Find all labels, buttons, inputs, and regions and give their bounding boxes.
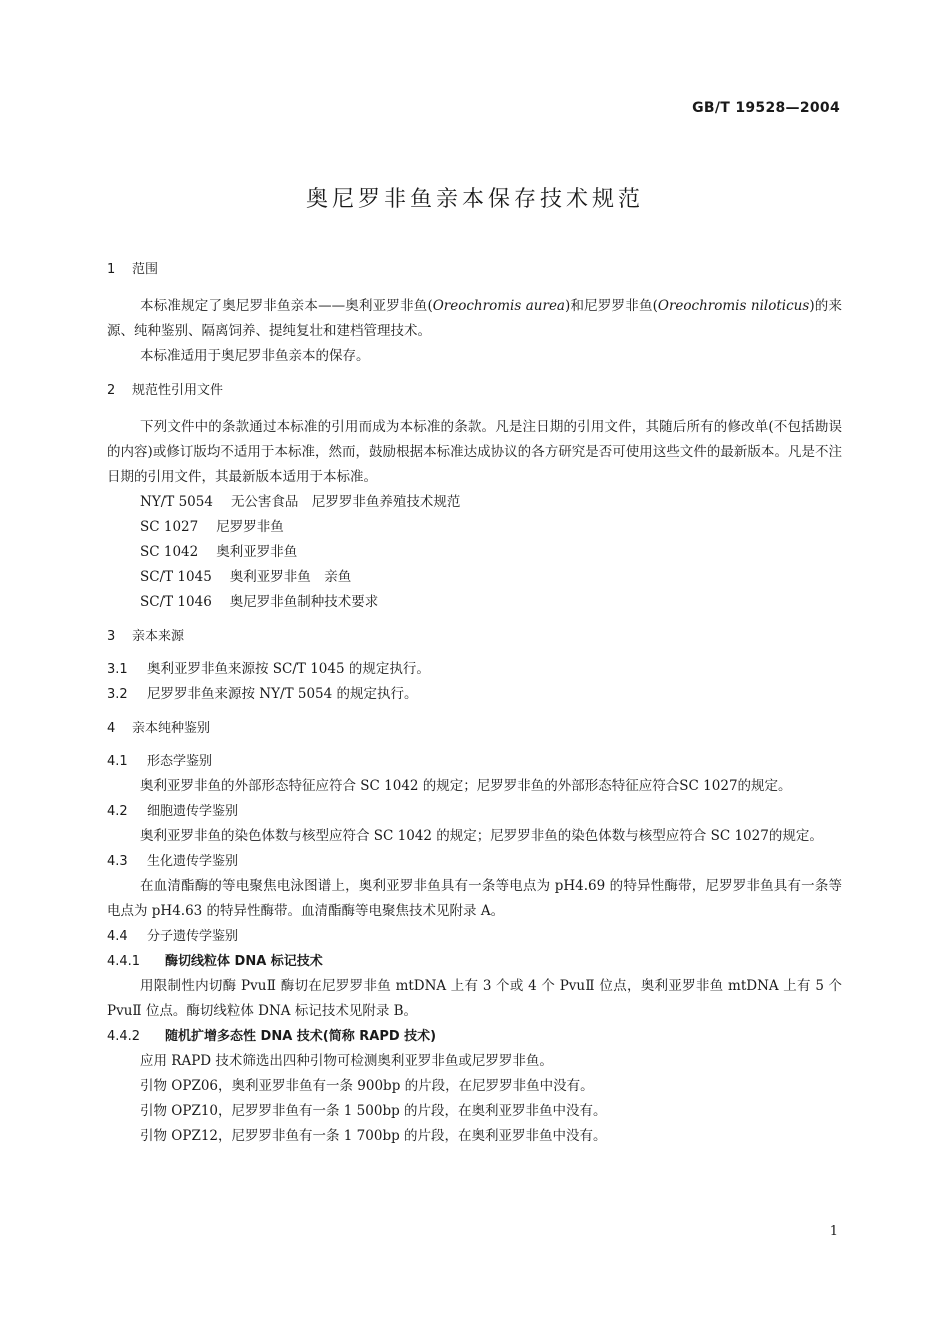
rapd-line: 引物 OPZ12，尼罗罗非鱼有一条 1 700bp 的片段，在奥利亚罗非鱼中没有。 xyxy=(140,1128,607,1144)
section-heading-4: 4 亲本纯种鉴别 xyxy=(107,721,211,736)
rapd-line: 应用 RAPD 技术筛选出四种引物可检测奥利亚罗非鱼或尼罗罗非鱼。 xyxy=(140,1053,553,1069)
rapd-line: 引物 OPZ10，尼罗罗非鱼有一条 1 500bp 的片段，在奥利亚罗非鱼中没有。 xyxy=(140,1103,607,1119)
subsection-heading-4-4: 4.4 分子遗传学鉴别 xyxy=(107,929,239,944)
reference-item: SC/T 1046 奥尼罗非鱼制种技术要求 xyxy=(140,594,379,610)
subsection-4-2-paragraph: 奥利亚罗非鱼的染色体数与核型应符合 SC 1042 的规定；尼罗罗非鱼的染色体数与核型应符合 SC 1027的规定。 xyxy=(140,828,823,844)
reference-item: SC 1042 奥利亚罗非鱼 xyxy=(140,544,298,560)
section-1-paragraph-2: 本标准适用于奥尼罗非鱼亲本的保存。 xyxy=(140,348,370,364)
clause-3-2: 3.2 尼罗罗非鱼来源按 NY/T 5054 的规定执行。 xyxy=(107,686,418,702)
page-number: 1 xyxy=(829,1224,838,1239)
section-heading-1: 1 范围 xyxy=(107,262,159,277)
reference-item: SC 1027 尼罗罗非鱼 xyxy=(140,519,284,535)
subsection-heading-4-4-1: 4.4.1 酶切线粒体 DNA 标记技术 xyxy=(107,954,323,969)
rapd-line: 引物 OPZ06，奥利亚罗非鱼有一条 900bp 的片段，在尼罗罗非鱼中没有。 xyxy=(140,1078,594,1094)
subsection-4-3-paragraph: 在血清酯酶的等电聚焦电泳图谱上，奥利亚罗非鱼具有一条等电点为 pH4.69 的特异性酶带，尼罗罗非鱼具有一条等电点为 pH4.63 的特异性酶带。血清酯酶等电聚焦技术见附录 A。 xyxy=(107,878,842,919)
subsection-heading-4-2: 4.2 细胞遗传学鉴别 xyxy=(107,804,239,819)
subsection-4-1-paragraph: 奥利亚罗非鱼的外部形态特征应符合 SC 1042 的规定；尼罗罗非鱼的外部形态特征应符合SC 1027的规定。 xyxy=(140,778,792,794)
clause-3-1: 3.1 奥利亚罗非鱼来源按 SC/T 1045 的规定执行。 xyxy=(107,661,430,677)
section-2-paragraph: 下列文件中的条款通过本标准的引用而成为本标准的条款。凡是注日期的引用文件，其随后所有的修改单(不包括勘误的内容)或修订版均不适用于本标准，然而，鼓励根据本标准达成协议的各方研究是否可使用这些文件的最新版本。凡是不注日期的引用文件，其最新版本适用于本标准。 xyxy=(107,419,842,485)
subsection-heading-4-4-2: 4.4.2 随机扩增多态性 DNA 技术(简称 RAPD 技术) xyxy=(107,1029,437,1044)
subsection-heading-4-3: 4.3 生化遗传学鉴别 xyxy=(107,854,239,869)
document-title: 奥尼罗非鱼亲本保存技术规范 xyxy=(305,187,644,212)
reference-item: NY/T 5054 无公害食品 尼罗罗非鱼养殖技术规范 xyxy=(140,494,461,510)
standard-number: GB/T 19528—2004 xyxy=(692,100,840,116)
document-body xyxy=(107,260,842,1149)
section-heading-3: 3 亲本来源 xyxy=(107,629,185,644)
reference-item: SC/T 1045 奥利亚罗非鱼 亲鱼 xyxy=(140,569,352,585)
section-1-paragraph-1: 本标准规定了奥尼罗非鱼亲本——奥利亚罗非鱼(Oreochromis aurea)和尼罗罗非鱼(Oreochromis niloticus)的来源、纯种鉴别、隔离饲养、提纯复壮和建档管理技术。 xyxy=(107,298,842,339)
subsection-4-4-1-paragraph: 用限制性内切酶 PvuⅡ 酶切在尼罗罗非鱼 mtDNA 上有 3 个或 4 个 PvuⅡ 位点，奥利亚罗非鱼 mtDNA 上有 5 个 PvuⅡ 位点。酶切线粒体 DNA 标记技术见附录 B。 xyxy=(107,978,842,1019)
subsection-heading-4-1: 4.1 形态学鉴别 xyxy=(107,754,213,769)
section-heading-2: 2 规范性引用文件 xyxy=(107,383,224,398)
